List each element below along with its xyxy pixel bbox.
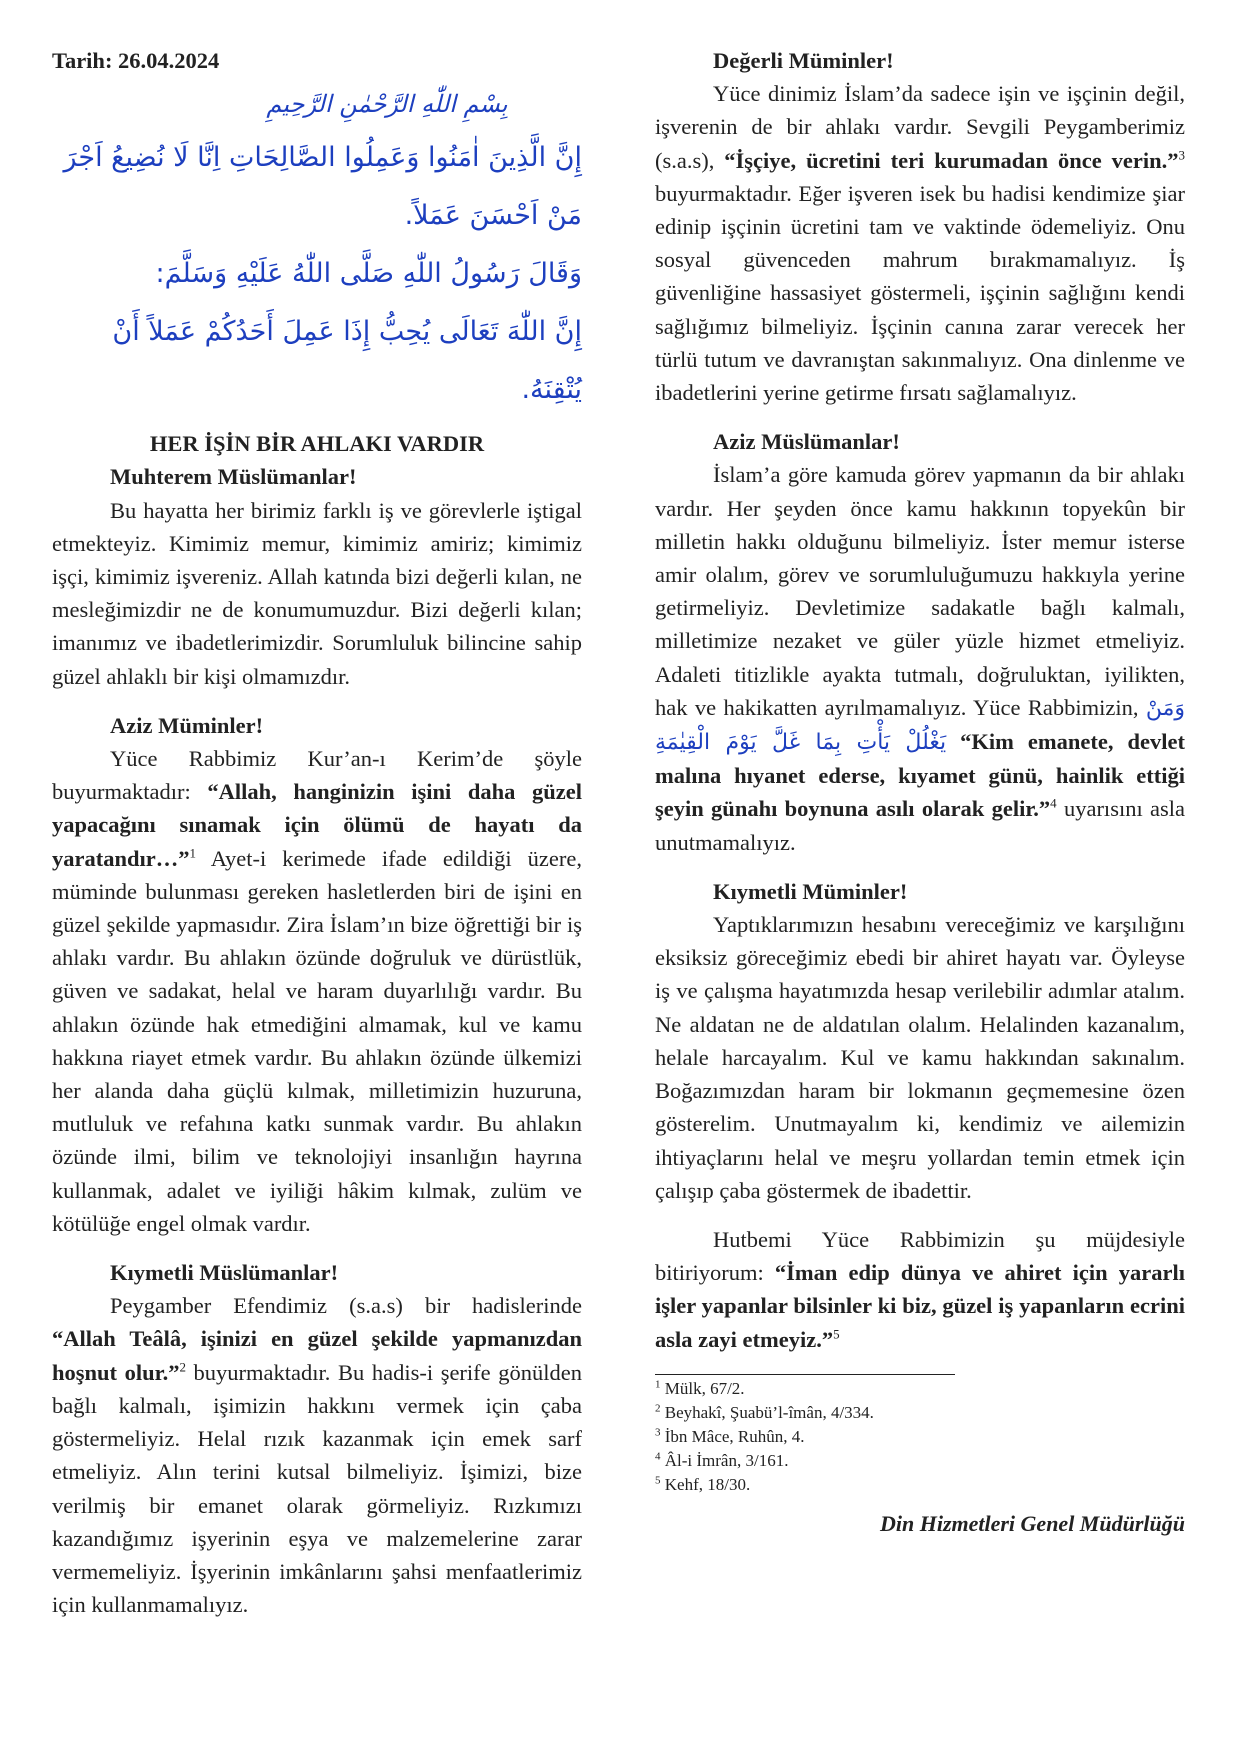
footnote-ref: 1 bbox=[189, 845, 196, 861]
footnote-ref: 5 bbox=[833, 1326, 840, 1342]
footnote: $^4$ Âl-i İmrân, 3/161. bbox=[655, 1450, 789, 1470]
section-heading: Aziz Müminler! bbox=[110, 712, 264, 738]
footnote: $^3$ İbn Mâce, Ruhûn, 4. bbox=[655, 1426, 805, 1446]
section-heading: Kıymetli Müslümanlar! bbox=[110, 1260, 339, 1286]
section-heading: Muhterem Müslümanlar! bbox=[110, 464, 357, 490]
sermon-title: HER İŞİN BİR AHLAKI VARDIR bbox=[149, 431, 485, 457]
paragraph: Yüce Rabbimiz Kur’an-ı Kerim’de şöyle buyurmaktadır: “Allah, hanginizin işini daha güzel yapacağını sınamak için ölümü de hayatı da yaratandır…”$^1$ Ayet-i kerimede ifade edildiği üzere, müminde bulunması gereken hasletlerden biri de işini en güzel şekilde yapmasıdır. Zira İslam’ın bize öğrettiği bir iş ahlakı vardır. Bu ahlakın özünde doğruluk ve dürüstlük, güven ve sadakat, helal ve haram duyarlılığı vardır. Bu ahlakın özünde hak etmediğini almamak, kul ve kamu hakkına riayet etmek vardır. Bu ahlakın özünde ülkemizi her alanda daha güçlü kılmak, milletimizin huzuruna, mutluluk ve refahına katkı sunmak vardır. Bu ahlakın özünde ilmi, bilim ve teknolojiyi insanlığın hayrına kullanmak, adalet ve iyiliği hâkim kılmak, zulüm ve kötülüğe engel olmak vardır. bbox=[52, 746, 582, 1236]
footnote-ref: 4 bbox=[1050, 795, 1057, 811]
footnote-ref: 2 bbox=[179, 1359, 186, 1375]
quote: “İşçiye, ücretini teri kurumadan önce verin.” bbox=[724, 147, 1179, 173]
footnote: $^1$ Mülk, 67/2. bbox=[655, 1378, 745, 1398]
verse-arabic-inline: وَمَنْ يَغْلُلْ يَأْتِ بِمَا غَلَّ يَوْمَ الْقِيٰمَةِ bbox=[655, 695, 1185, 756]
quote: “Allah Teâlâ, işinizi en güzel şekilde yapmanızdan hoşnut olur.” bbox=[52, 1326, 582, 1385]
quote: “Allah, hanginizin işini daha güzel yapacağını sınamak için ölümü de hayatı da yaratandır…” bbox=[52, 779, 582, 871]
footnotes bbox=[655, 1377, 1185, 1497]
hadith-arabic: إِنَّ اللّٰهَ تَعَالَى يُحِبُّ إِذَا عَمِلَ أَحَدُكُمْ عَمَلاً أَنْ يُتْقِنَهُ. bbox=[112, 316, 582, 406]
section-heading: Aziz Müslümanlar! bbox=[713, 429, 900, 455]
paragraph: Yaptıklarımızın hesabını vereceğimiz ve karşılığını eksiksiz göreceğimiz ebedi bir ahiret hayatı var. Öyleyse iş ve çalışma hayatımızda hesap verilebilir adımlar atalım. Ne aldatan ne de aldatılan olalım. Helalinden kazanalım, helale harcayalım. Kul ve kamu hakkından sakınalım. Boğazımızdan haram bir lokmanın geçmemesine özen gösterelim. Unutmayalım ki, kendimiz ve ailemizin ihtiyaçlarını helal ve meşru yollardan temin etmek için çalışıp çaba göstermek de ibadettir. bbox=[655, 912, 1185, 1203]
left-column bbox=[52, 44, 582, 1621]
section-heading: Kıymetli Müminler! bbox=[713, 878, 908, 904]
paragraph: İslam’a göre kamuda görev yapmanın da bir ahlakı vardır. Her şeyden önce kamu hakkının topyekûn bir milletin hakkı olduğunu bilmeliyiz. İster memur isterse amir olalım, görev ve sorumluluğumuzu hakkıyla yerine getirmeliyiz. Devletimize sadakatle bağlı kalmalı, milletimize nezaket ve güler yüzle hizmet etmeliyiz. Adaleti titizlikle ayakta tutmalı, doğruluktan, iyilikten, hak ve hakikatten ayrılmamalıyız. Yüce Rabbimizin, وَمَنْ يَغْلُلْ يَأْتِ بِمَا غَلَّ يَوْمَ الْقِيٰمَةِ “Kim emanete, devlet malına hıyanet ederse, kıyamet günü, hainlik ettiği şeyin günahı boynuna asılı olarak gelir.”$^4$ uyarısını asla unutmamalıyız. bbox=[655, 462, 1185, 855]
date-line: Tarih: 26.04.2024 bbox=[52, 48, 220, 73]
verse-arabic: إِنَّ الَّذِينَ اٰمَنُوا وَعَمِلُوا الصَّالِحَاتِ اِنَّا لَا نُضِيعُ اَجْرَ مَنْ اَحْسَنَ عَمَلاً. bbox=[63, 142, 582, 232]
footnote: $^5$ Kehf, 18/30. bbox=[655, 1474, 751, 1494]
right-column bbox=[655, 44, 1185, 1540]
hadith-intro-arabic: وَقَالَ رَسُولُ اللّٰهِ صَلَّى اللّٰهُ عَلَيْهِ وَسَلَّمَ: bbox=[155, 258, 582, 290]
section-heading: Değerli Müminler! bbox=[713, 48, 894, 73]
paragraph: Bu hayatta her birimiz farklı iş ve görevlerle iştigal etmekteyiz. Kimimiz memur, kimimiz amiriz; kimimiz işçi, kimimiz işvereniz. Allah katında bizi değerli kılan, ne mesleğimizdir ne de konumumuzdur. Bizi değerli kılan; imanımız ve ibadetlerimizdir. Sorumluluk bilincine sahip güzel ahlaklı bir kişi olmamızdır. bbox=[52, 497, 582, 689]
footnote-ref: 3 bbox=[1178, 147, 1185, 163]
basmala-calligraphy: بِسْمِ اللّٰهِ الرَّحْمٰنِ الرَّحِيمِ bbox=[266, 90, 508, 119]
signature: Din Hizmetleri Genel Müdürlüğü bbox=[879, 1510, 1185, 1536]
footnote: $^2$ Beyhakî, Şuabü’l-îmân, 4/334. bbox=[655, 1402, 874, 1422]
quote: “İman edip dünya ve ahiret için yararlı işler yapanlar bilsinler ki biz, güzel iş yapanların ecrini asla zayi etmeyiz.” bbox=[655, 1260, 1185, 1352]
paragraph: Peygamber Efendimiz (s.a.s) bir hadislerinde “Allah Teâlâ, işinizi en güzel şekilde yapmanızdan hoşnut olur.”$^2$ buyurmaktadır. Bu hadis-i şerife gönülden bağlı kalmalı, işimizin hakkını vermek için çaba göstermeliyiz. Helal rızık kazanmak için emek sarf etmeliyiz. Alın terini kutsal bilmeliyiz. İşimizi, bize verilmiş bir emanet olarak görmeliyiz. Rızkımızı kazandığımız işyerinin eşya ve malzemelerine zarar vermemeliyiz. İşyerinin imkânlarını şahsi menfaatlerimiz için kullanmamalıyız. bbox=[52, 1293, 582, 1618]
quote: “Kim emanete, devlet malına hıyanet ederse, kıyamet günü, hainlik ettiği şeyin günahı boynuna asılı olarak gelir.” bbox=[655, 729, 1185, 822]
paragraph-closing: Hutbemi Yüce Rabbimizin şu müjdesiyle bitiriyorum: “İman edip dünya ve ahiret için yararlı işler yapanlar bilsinler ki biz, güzel iş yapanların ecrini asla zayi etmeyiz.”$^5$ bbox=[655, 1226, 1185, 1352]
paragraph: Yüce dinimiz İslam’da sadece işin ve işçinin değil, işverenin de bir ahlakı vardır. Sevgili Peygamberimiz (s.a.s), “İşçiye, ücretini teri kurumadan önce verin.”$^3$ buyurmaktadır. Eğer işveren isek bu hadisi kendimize şiar edinip işçinin ücretini tam ve vaktinde ödemeliyiz. Onu sosyal güvenceden mahrum bırakmamalıyız. İş güvenliğine hassasiyet göstermeli, işçinin sağlığını kendi sağlığımız bilmeliyiz. İşçinin canına zarar verecek her türlü tutum ve davranıştan sakınmalıyız. Ona dinlenme ve ibadetlerini yerine getirme fırsatı sağlamalıyız. bbox=[655, 81, 1185, 406]
